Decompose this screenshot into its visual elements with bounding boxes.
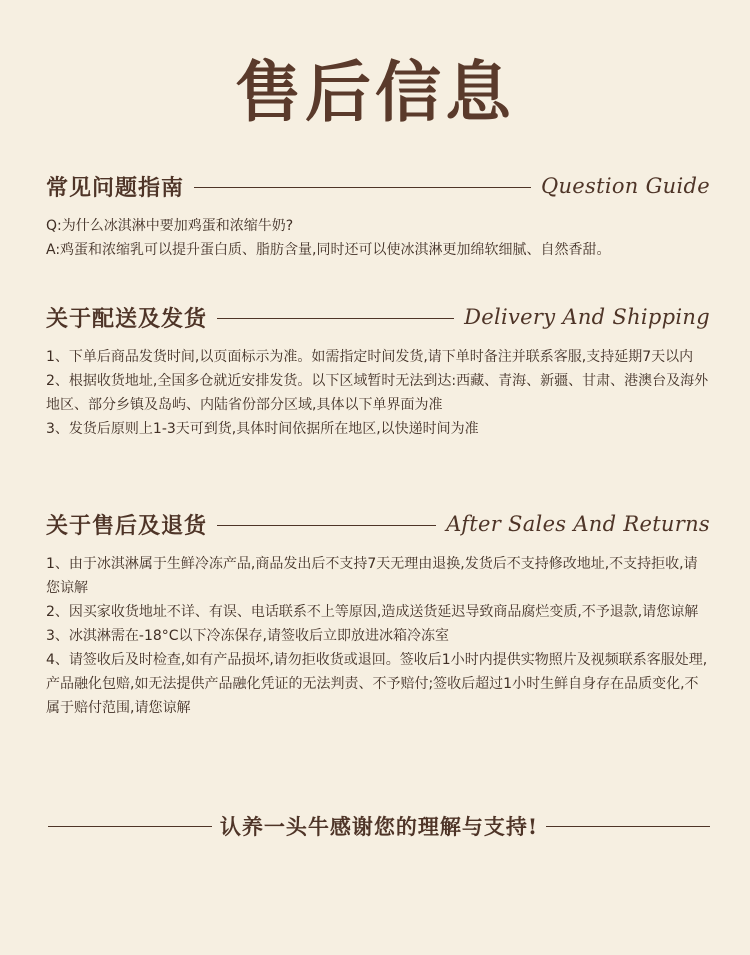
footer-divider-left	[48, 826, 212, 827]
section-question-guide	[46, 168, 710, 262]
list-item: 3、冰淇淋需在-18°C以下冷冻保存,请签收后立即放进冰箱冷冻室	[46, 628, 449, 644]
list-item: 1、由于冰淇淋属于生鲜冷冻产品,商品发出后不支持7天无理由退换,发货后不支持修改地址,不支持拒收,请您谅解	[46, 556, 698, 596]
section-header	[46, 168, 710, 204]
list-item: 2、根据收货地址,全国多仓就近安排发货。以下区域暂时无法到达:西藏、青海、新疆、甘肃、港澳台及海外地区、部分乡镇及岛屿、内陆省份部分区域,具体以下单界面为准	[46, 373, 709, 413]
thank-you-footer	[48, 806, 710, 846]
section-title-en: After Sales And Returns	[446, 512, 710, 536]
list-item: 2、因买家收货地址不详、有误、电话联系不上等原因,造成送货延迟导致商品腐烂变质,不予退款,请您谅解	[46, 604, 699, 620]
list-item: 1、下单后商品发货时间,以页面标示为准。如需指定时间发货,请下单时备注并联系客服,支持延期7天以内	[46, 349, 694, 365]
list-item: 4、请签收后及时检查,如有产品损坏,请勿拒收货或退回。签收后1小时内提供实物照片及视频联系客服处理,产品融化包赔,如无法提供产品融化凭证的无法判责、不予赔付;签收后超过1小时生鲜自身存在品质变化,不属于赔付范围,请您谅解	[46, 652, 708, 716]
section-after-sales-returns	[46, 506, 710, 720]
section-title-en: Delivery And Shipping	[464, 305, 710, 329]
section-title-en: Question Guide	[540, 174, 710, 198]
section-title-cn: 常见问题指南	[46, 174, 185, 201]
section-delivery-shipping	[46, 299, 710, 441]
section-title-cn: 关于售后及退货	[46, 512, 208, 539]
section-divider	[194, 187, 531, 188]
section-divider	[217, 318, 454, 319]
section-header	[46, 299, 710, 335]
section-body	[46, 345, 710, 441]
thank-you-text: 认养一头牛感谢您的理解与支持!	[219, 814, 539, 839]
section-body	[46, 552, 710, 720]
section-title-cn: 关于配送及发货	[46, 305, 208, 332]
section-header	[46, 506, 710, 542]
section-body	[46, 214, 710, 262]
footer-divider-right	[546, 826, 710, 827]
section-divider	[217, 525, 436, 526]
list-item: 3、发货后原则上1-3天可到货,具体时间依据所在地区,以快递时间为准	[46, 421, 479, 437]
page-title: 售后信息	[235, 53, 515, 131]
answer-text: A:鸡蛋和浓缩乳可以提升蛋白质、脂肪含量,同时还可以使冰淇淋更加绵软细腻、自然香甜。	[46, 242, 611, 258]
question-text: Q:为什么冰淇淋中要加鸡蛋和浓缩牛奶?	[46, 218, 294, 234]
